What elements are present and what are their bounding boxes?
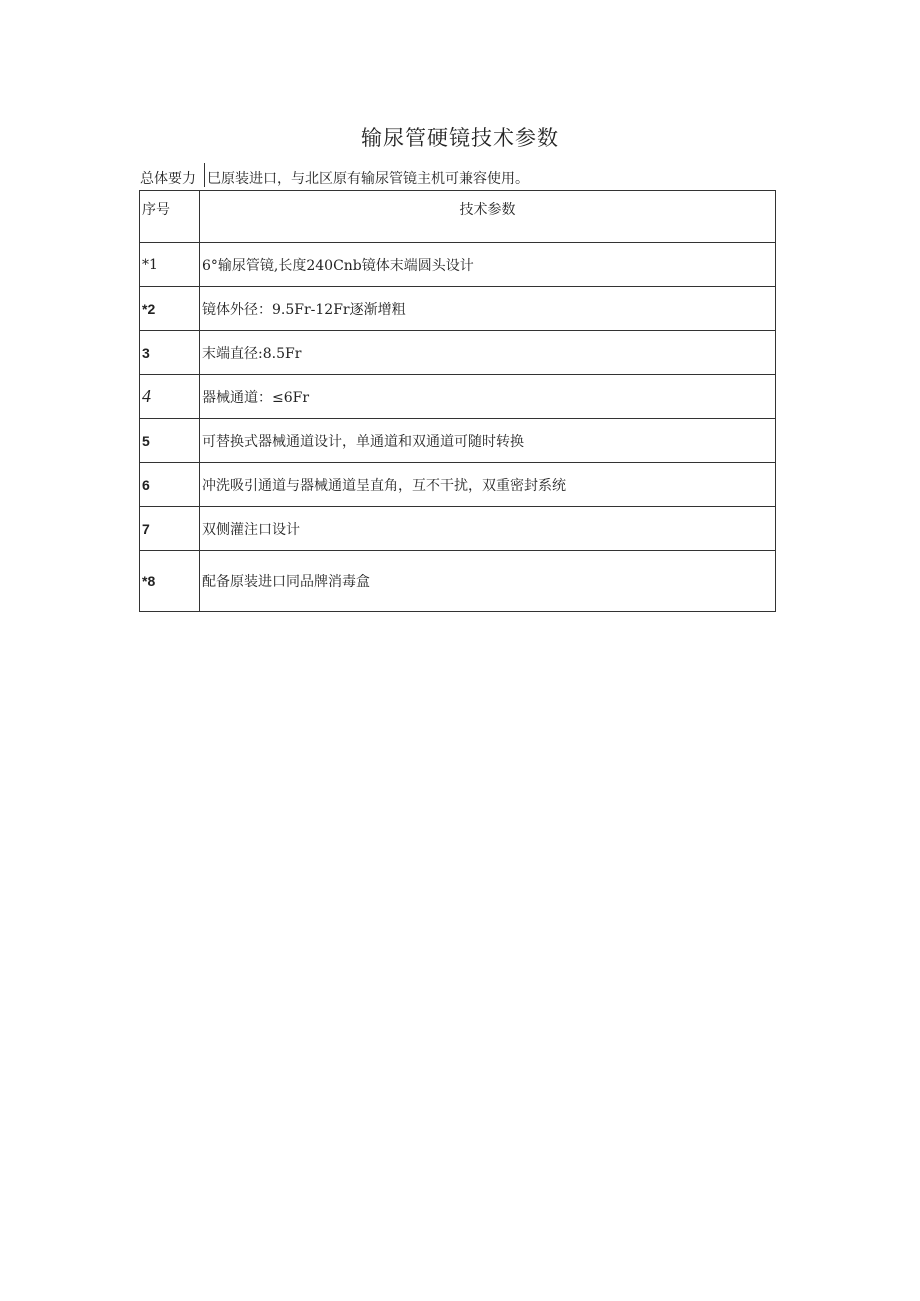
table-row [140,375,776,419]
table-header-row [140,191,776,243]
row-no: 4 [140,375,200,419]
header-param: 技术参数 [200,191,776,243]
row-param: 6°输尿管镜,长度240Cnb镜体末端圆头设计 [200,243,776,287]
row-no: *2 [140,287,200,331]
row-param: 镜体外径：9.5Fr-12Fr逐渐增粗 [200,287,776,331]
table-row [140,287,776,331]
requirement-label: 总体要力 [140,171,196,187]
table-row [140,419,776,463]
row-no: 3 [140,331,200,375]
row-param: 双侧灌注口设计 [200,507,776,551]
row-param: 冲洗吸引通道与器械通道呈直角，互不干扰，双重密封系统 [200,463,776,507]
row-param: 器械通道：≤6Fr [200,375,776,419]
row-param: 末端直径:8.5Fr [200,331,776,375]
row-param: 可替换式器械通道设计，单通道和双通道可随时转换 [200,419,776,463]
general-requirement [140,169,780,189]
table-row [140,551,776,612]
row-no: 5 [140,419,200,463]
requirement-text: 巳原装进口，与北区原有输尿管镜主机可兼容使用。 [207,171,529,187]
row-no: *8 [140,551,200,612]
document-title: 输尿管硬镜技术参数 [361,126,559,150]
spec-table [139,190,776,612]
table-row [140,507,776,551]
row-no: *1 [140,243,200,287]
requirement-divider [204,163,205,187]
row-no: 7 [140,507,200,551]
row-param: 配备原装进口同品牌消毒盒 [200,551,776,612]
header-no: 序号 [140,191,200,243]
table-row [140,463,776,507]
table-row [140,331,776,375]
table-row [140,243,776,287]
row-no: 6 [140,463,200,507]
